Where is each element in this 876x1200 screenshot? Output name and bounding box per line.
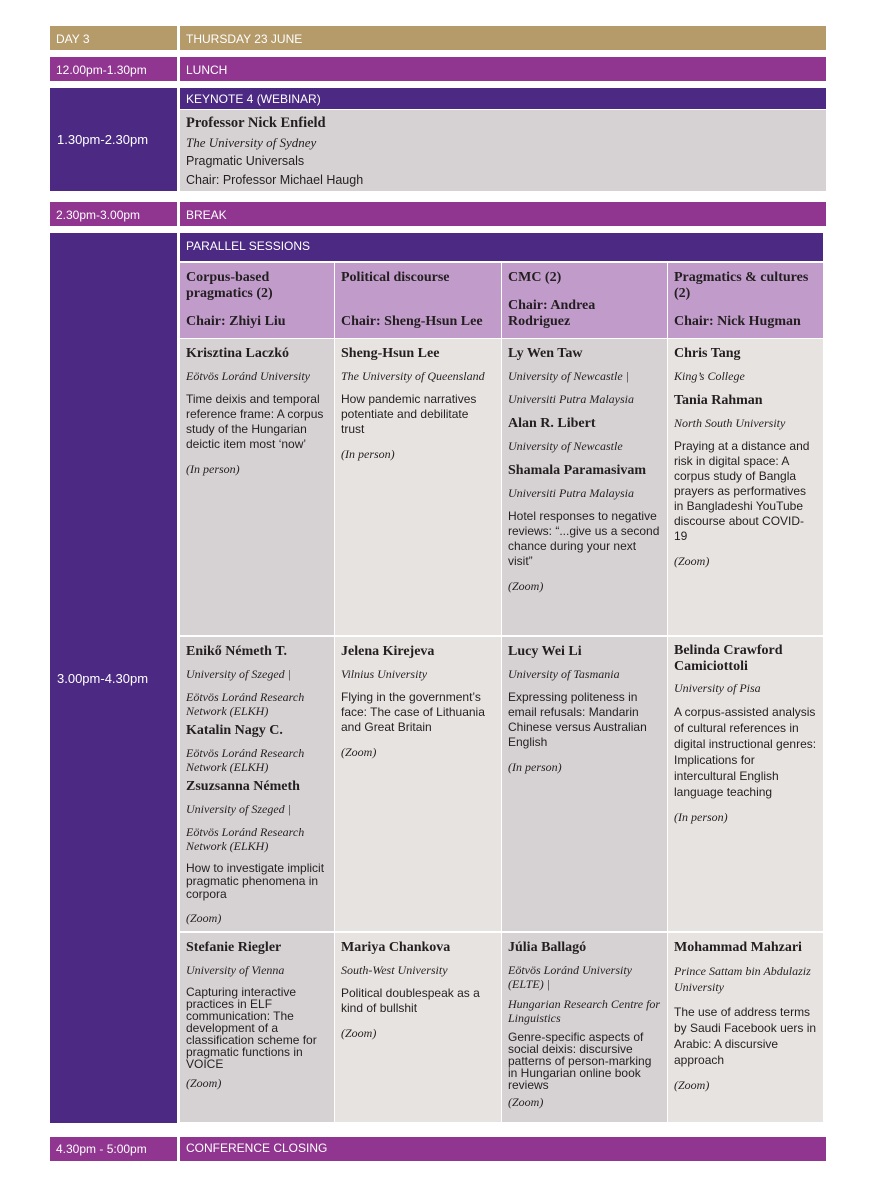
session-cell bbox=[180, 933, 334, 1122]
presenter-name: Krisztina Laczkó bbox=[186, 346, 290, 361]
presentation-mode: (Zoom) bbox=[508, 579, 544, 593]
presenter-name: Alan R. Libert bbox=[508, 416, 596, 431]
presenter-name: Mariya Chankova bbox=[341, 940, 451, 955]
column-header bbox=[502, 263, 667, 338]
session-cell bbox=[668, 339, 823, 635]
presenter-name: Belinda Crawford Camiciottoli bbox=[674, 643, 783, 674]
presenter-affiliation: Eötvös Loránd University (ELTE) | bbox=[508, 963, 632, 991]
presenter-name: Katalin Nagy C. bbox=[186, 723, 283, 738]
column-title: Pragmatics & cultures (2) bbox=[674, 270, 809, 301]
presentation-mode: (Zoom) bbox=[674, 1078, 710, 1092]
presenter-affiliation: University of Szeged | bbox=[186, 802, 291, 816]
paper-title: Time deixis and temporal reference frame: A corpus study of the Hungarian deictic item most ‘now’ bbox=[186, 392, 324, 451]
session-cell bbox=[335, 339, 501, 635]
presentation-mode: (Zoom) bbox=[674, 554, 710, 568]
presentation-mode: (Zoom) bbox=[186, 1076, 222, 1090]
presenter-affiliation: Hungarian Research Centre for Linguistics bbox=[508, 997, 661, 1025]
presenter-affiliation: University of Tasmania bbox=[508, 667, 620, 681]
paper-title: Hotel responses to negative reviews: “...give us a second chance during your next visit” bbox=[508, 509, 660, 568]
column-title: CMC (2) bbox=[508, 270, 562, 285]
presenter-affiliation: Eötvös Loránd Research Network (ELKH) bbox=[186, 746, 305, 774]
column-header bbox=[180, 263, 334, 338]
presenter-name: Ly Wen Taw bbox=[508, 346, 583, 361]
presenter-name: Tania Rahman bbox=[674, 393, 763, 408]
presenter-affiliation: University of Newcastle bbox=[508, 439, 623, 453]
parallel-header: PARALLEL SESSIONS bbox=[180, 233, 823, 261]
session-cell bbox=[502, 637, 667, 931]
presenter-name: Chris Tang bbox=[674, 346, 741, 361]
presenter-name: Mohammad Mahzari bbox=[674, 940, 802, 955]
presentation-mode: (In person) bbox=[341, 447, 395, 461]
paper-title: Praying at a distance and risk in digital space: A corpus study of Bangla prayers as performatives in Bangladeshi YouTube discourse about COVID-19 bbox=[674, 439, 810, 543]
paper-title: The use of address terms by Saudi Facebook uers in Arabic: A discursive approach bbox=[674, 1005, 817, 1067]
session-cell bbox=[180, 637, 334, 931]
session-cell bbox=[335, 933, 501, 1122]
day-date: THURSDAY 23 JUNE bbox=[180, 26, 826, 50]
presenter-name: Enikő Németh T. bbox=[186, 644, 287, 659]
presenter-affiliation: North South University bbox=[674, 416, 786, 430]
presenter-affiliation: University of Szeged | bbox=[186, 667, 291, 681]
keynote-details bbox=[180, 110, 826, 191]
keynote-time: 1.30pm-2.30pm bbox=[50, 88, 177, 191]
presenter-affiliation: University of Vienna bbox=[186, 963, 285, 977]
column-title: Corpus-based pragmatics (2) bbox=[186, 270, 273, 301]
presenter-affiliation: Eötvös Loránd Research Network (ELKH) bbox=[186, 825, 305, 853]
paper-title: Expressing politeness in email refusals: Mandarin Chinese versus Australian English bbox=[508, 690, 647, 749]
presenter-name: Shamala Paramasivam bbox=[508, 463, 647, 478]
presenter-affiliation: University of Newcastle | bbox=[508, 369, 629, 383]
keynote-speaker: Professor Nick Enfield bbox=[186, 115, 326, 131]
break-label: BREAK bbox=[180, 202, 826, 226]
presentation-mode: (Zoom) bbox=[341, 745, 377, 759]
day-label: DAY 3 bbox=[50, 26, 177, 50]
presentation-mode: (Zoom) bbox=[341, 1026, 377, 1040]
lunch-time: 12.00pm-1.30pm bbox=[50, 57, 177, 81]
presenter-name: Júlia Ballagó bbox=[508, 940, 587, 955]
presenter-name: Stefanie Riegler bbox=[186, 940, 282, 955]
presenter-name: Sheng-Hsun Lee bbox=[341, 346, 440, 361]
lunch-label: LUNCH bbox=[180, 57, 826, 81]
break-time: 2.30pm-3.00pm bbox=[50, 202, 177, 226]
presentation-mode: (In person) bbox=[674, 810, 728, 824]
presentation-mode: (Zoom) bbox=[186, 911, 222, 925]
column-header bbox=[335, 263, 501, 338]
column-chair: Chair: Sheng-Hsun Lee bbox=[341, 314, 483, 329]
keynote-institution: The University of Sydney bbox=[186, 135, 317, 150]
column-title: Political discourse bbox=[341, 270, 450, 285]
presentation-mode: (In person) bbox=[186, 462, 240, 476]
presentation-mode: (Zoom) bbox=[508, 1095, 544, 1109]
presenter-affiliation: Eötvös Loránd University bbox=[186, 369, 310, 383]
session-cell bbox=[502, 339, 667, 635]
presentation-mode: (In person) bbox=[508, 760, 562, 774]
paper-title: A corpus-assisted analysis of cultural references in digital instructional genres: Implications for intercultural English language teaching bbox=[674, 705, 817, 799]
presenter-affiliation: Universiti Putra Malaysia bbox=[508, 392, 634, 406]
parallel-time: 3.00pm-4.30pm bbox=[50, 233, 177, 1123]
session-cell bbox=[668, 933, 823, 1122]
closing-label: CONFERENCE CLOSING bbox=[180, 1137, 826, 1161]
paper-title: How pandemic narratives potentiate and debilitate trust bbox=[341, 392, 477, 436]
column-chair: Chair: Andrea Rodriguez bbox=[508, 298, 596, 329]
presenter-affiliation: University of Pisa bbox=[674, 681, 761, 695]
presenter-affiliation: The University of Queensland bbox=[341, 369, 485, 383]
presenter-affiliation: Universiti Putra Malaysia bbox=[508, 486, 634, 500]
session-cell bbox=[335, 637, 501, 931]
presenter-name: Jelena Kirejeva bbox=[341, 644, 435, 659]
session-cell bbox=[180, 339, 334, 635]
keynote-chair: Chair: Professor Michael Haugh bbox=[186, 173, 364, 187]
paper-title: Flying in the government’s face: The case of Lithuania and Great Britain bbox=[341, 690, 485, 734]
column-chair: Chair: Nick Hugman bbox=[674, 314, 801, 329]
presenter-affiliation: Eötvös Loránd Research Network (ELKH) bbox=[186, 690, 305, 718]
closing-time: 4.30pm - 5:00pm bbox=[50, 1137, 177, 1161]
presenter-name: Zsuzsanna Németh bbox=[186, 779, 300, 794]
column-chair: Chair: Zhiyi Liu bbox=[186, 314, 286, 329]
paper-title: Political doublespeak as a kind of bullshit bbox=[341, 986, 480, 1015]
paper-title: Genre-specific aspects of social deixis: discursive patterns of person-marking in Hungarian online book reviews bbox=[508, 1030, 652, 1092]
keynote-header: KEYNOTE 4 (WEBINAR) bbox=[180, 88, 826, 109]
column-header bbox=[668, 263, 823, 338]
paper-title: Capturing interactive practices in ELF communication: The development of a classification scheme for pragmatic functions in VOICE bbox=[186, 985, 317, 1071]
keynote-title: Pragmatic Universals bbox=[186, 154, 305, 168]
presenter-affiliation: Vilnius University bbox=[341, 667, 428, 681]
presenter-affiliation: King’s College bbox=[674, 369, 745, 383]
presenter-affiliation: South-West University bbox=[341, 963, 448, 977]
presenter-name: Lucy Wei Li bbox=[508, 644, 582, 659]
presenter-affiliation: Prince Sattam bin Abdulaziz University bbox=[674, 964, 811, 994]
paper-title: How to investigate implicit pragmatic phenomena in corpora bbox=[186, 861, 325, 901]
session-cell bbox=[502, 933, 667, 1122]
session-cell bbox=[668, 637, 823, 931]
